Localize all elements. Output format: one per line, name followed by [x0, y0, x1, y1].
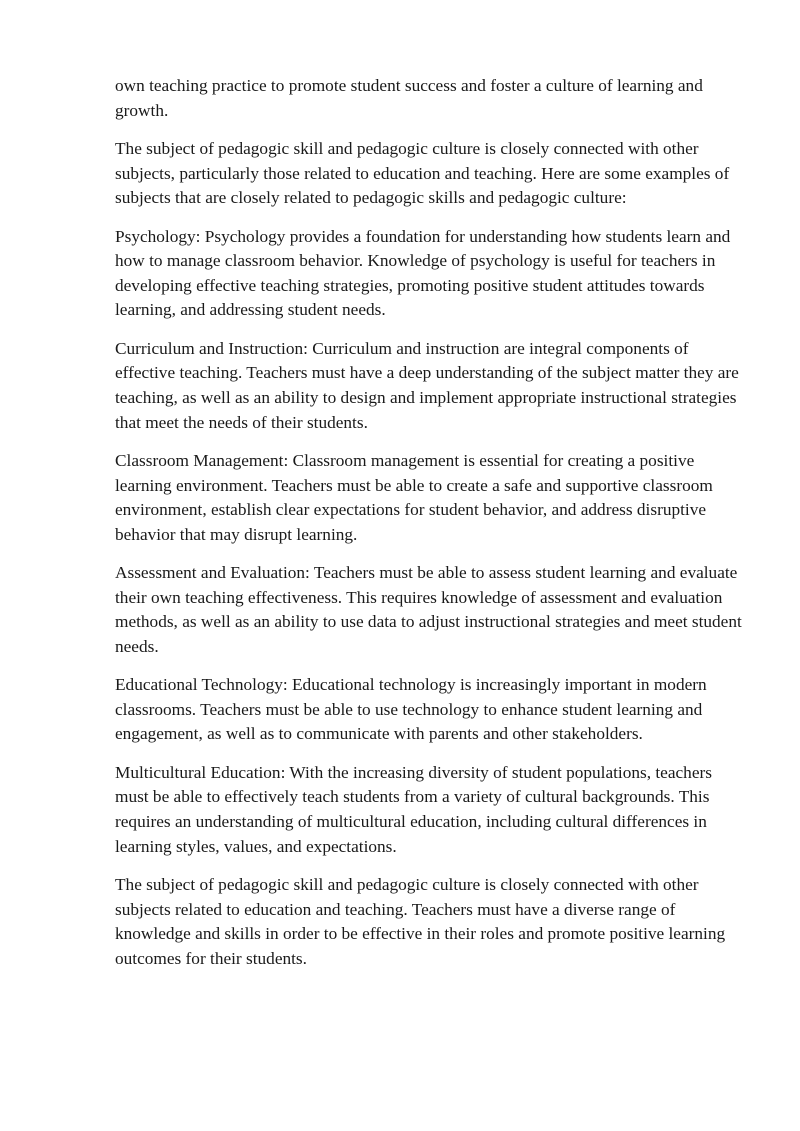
document-page: [115, 74, 745, 985]
paragraph-conclusion: The subject of pedagogic skill and pedagogic culture is closely connected with other subjects related to education and teaching. Teachers must have a diverse range of knowledge and skills in order to be effective in their roles and promote positive learning outcomes for their students.: [115, 875, 726, 968]
paragraph-educational-technology: Educational Technology: Educational technology is increasingly important in modern classrooms. Teachers must be able to use technology to enhance student learning and engagement, as well as to communicate with parents and other stakeholders.: [115, 675, 707, 744]
paragraph-psychology: Psychology: Psychology provides a foundation for understanding how students learn and how to manage classroom behavior. Knowledge of psychology is useful for teachers in developing effective teaching strategies, promoting positive student attitudes towards learning, and addressing student needs.: [115, 226, 731, 320]
paragraph-continuation: own teaching practice to promote student success and foster a culture of learning and growth.: [115, 76, 703, 120]
paragraph-multicultural-education: Multicultural Education: With the increasing diversity of student populations, teachers must be able to effectively teach students from a variety of cultural backgrounds. This requires an understanding of multicultural education, including cultural differences in learning styles, values, and expectations.: [115, 762, 712, 856]
paragraph-assessment-evaluation: Assessment and Evaluation: Teachers must be able to assess student learning and evaluate their own teaching effectiveness. This requires knowledge of assessment and evaluation methods, as well as an ability to use data to adjust instructional strategies and meet student needs.: [115, 563, 742, 656]
paragraph-intro: The subject of pedagogic skill and pedagogic culture is closely connected with other subjects, particularly those related to education and teaching. Here are some examples of subjects that are closely related to pedagogic skills and pedagogic culture:: [115, 138, 730, 208]
paragraph-classroom-management: Classroom Management: Classroom management is essential for creating a positive learning environment. Teachers must be able to create a safe and supportive classroom environment, establish clear expectations for student behavior, and address disruptive behavior that may disrupt learning.: [115, 450, 713, 544]
paragraph-curriculum-instruction: Curriculum and Instruction: Curriculum and instruction are integral components of effective teaching. Teachers must have a deep understanding of the subject matter they are teaching, as well as an ability to design and implement appropriate instructional strategies that meet the needs of their students.: [115, 338, 739, 432]
